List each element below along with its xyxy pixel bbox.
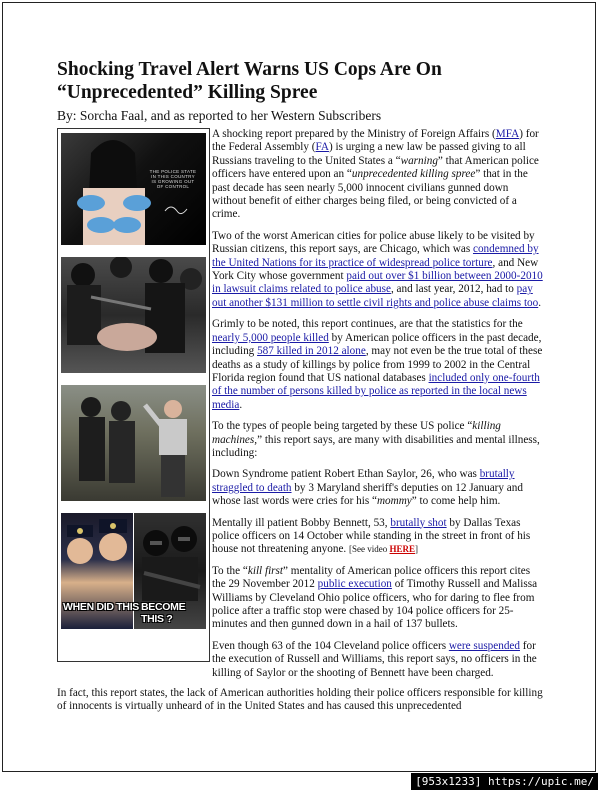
- text: ” this report says, are many with disabilities and mental illness, including:: [212, 433, 540, 459]
- text: ) for the Federal Assembly (: [212, 128, 539, 154]
- mfa-link[interactable]: MFA: [495, 128, 520, 140]
- article-body: [212, 128, 545, 688]
- public-execution-link[interactable]: public execution: [317, 578, 392, 591]
- riot-scene-graphic: [61, 257, 206, 373]
- were-suspended-link[interactable]: were suspended: [448, 639, 520, 652]
- photo-collage: [57, 128, 210, 662]
- text: Even though 63 of the 104 Cleveland police officers: [212, 639, 449, 652]
- emphasis: killing machines,: [212, 420, 501, 446]
- fa-link[interactable]: FA: [315, 141, 329, 154]
- paragraph-4: [212, 420, 545, 460]
- paragraph-9: In fact, this report states, the lack of American authorities holding their police officers responsible for killing of innocents is virtually unheard of in the United States and has caused this unprecedented: [57, 687, 543, 713]
- text: ” to come help him.: [411, 495, 501, 508]
- text: .: [239, 398, 243, 411]
- article-byline: By: Sorcha Faal, and as reported to her Western Subscribers: [57, 108, 382, 123]
- meme-caption-right: BECOME THIS ?: [141, 601, 186, 625]
- paragraph-5: [212, 468, 545, 508]
- video-note: [349, 544, 418, 554]
- text: To the “: [212, 564, 248, 577]
- when-did-this-meme-image: [61, 513, 206, 629]
- text: ” that in the past decade has seen nearly 5,000 innocent civilians gunned down without benefit of either charges being filed, or being convicted of a crime.: [212, 168, 528, 221]
- text: Grimly to be noted, this report continues, are that the statistics for the: [212, 318, 523, 331]
- paragraph-1: [212, 128, 545, 222]
- riot-police-image: [61, 257, 206, 373]
- video-here-link[interactable]: HERE: [389, 544, 416, 555]
- paragraph-8: [212, 640, 545, 680]
- poster-image: [61, 133, 206, 245]
- text: by American police officers in the past decade, including: [212, 331, 542, 358]
- text: [See video: [349, 544, 390, 555]
- un-torture-link[interactable]: condemned by the United Nations for its practice of widespread police torture: [212, 243, 539, 269]
- meme-caption-left: WHEN DID THIS: [63, 601, 140, 613]
- paragraph-7: [212, 565, 545, 632]
- one-fourth-link[interactable]: included only one-fourth of the number of persons killed by police as reported in the local news media: [212, 371, 540, 411]
- text: , and last year, 2012, had to: [390, 283, 517, 296]
- text: , may not even be the true total of these deaths as a study of killings by police from 1999 to 2002 in the Central Florida region found that US national databases: [212, 345, 543, 384]
- text: by 3 Maryland sheriff's deputies on 12 January and whose last words were cries for his “: [212, 481, 523, 508]
- poster-figure-graphic: [61, 133, 206, 245]
- text: ]: [415, 544, 419, 555]
- text: .: [538, 296, 542, 309]
- emphasis: unprecedented killing spree: [351, 168, 476, 181]
- paragraph-2: [212, 230, 545, 310]
- text: by Dallas Texas police officers on 14 October while standing in the street in front of his house not threatening anyone.: [212, 516, 531, 556]
- text: for the execution of Russell and Williams, this report says, no officers in the killing of Saylor or the shooting of Bennett have been charged.: [212, 639, 537, 679]
- watermark: [953x1233] https://upic.me/: [411, 773, 598, 790]
- arrest-scene-graphic: [61, 385, 206, 501]
- brutally-straggled-link[interactable]: brutally straggled to death: [212, 468, 515, 494]
- 5000-killed-link[interactable]: nearly 5,000 people killed: [212, 331, 329, 344]
- nyc-131-million-link[interactable]: pay out another $131 million to settle civil rights and police abuse claims too: [212, 283, 539, 309]
- paragraph-6: [212, 517, 545, 557]
- text: ) is urging a new law be passed giving to all Russians traveling to the United States a “: [212, 141, 526, 167]
- emphasis: warning: [400, 154, 438, 167]
- poster-caption: THE POLICE STATE IN THIS COUNTRY IS GROWING OUT OF CONTROL: [149, 169, 197, 189]
- article-title: Shocking Travel Alert Warns US Cops Are On “Unprecedented” Killing Spree: [57, 59, 442, 103]
- paragraph-3: [212, 318, 545, 412]
- text: of Timothy Russell and Malissa Williams by Cleveland Ohio police officers, who for daring to flee from police after a traffic stop were chased by 104 police officers for 25-minutes and then gunned down in a hail of 137 bullets.: [212, 578, 538, 631]
- text: To the types of people being targeted by these US police “: [212, 420, 473, 433]
- text: Mentally ill patient Bobby Bennett, 53,: [212, 516, 391, 529]
- emphasis: kill first: [247, 564, 283, 577]
- brutally-shot-link[interactable]: brutally shot: [390, 516, 447, 529]
- 587-killed-link[interactable]: 587 killed in 2012 alone: [257, 345, 366, 358]
- text: ” mentality of American police officers this report cites the 29 November 2012: [212, 564, 531, 591]
- text: ” that American police officers have entered upon an “: [212, 154, 539, 181]
- text: Two of the worst American cities for police abuse likely to be visited by Russian citizens, this report says, are Chicago, which was: [212, 229, 535, 256]
- text: , and New York City whose government: [212, 256, 539, 283]
- emphasis: mommy: [376, 495, 412, 508]
- nyc-billion-link[interactable]: paid out over $1 billion between 2000-2010 in lawsuit claims related to police abuse: [212, 270, 543, 296]
- text: A shocking report prepared by the Ministry of Foreign Affairs (: [212, 128, 496, 140]
- text: Down Syndrome patient Robert Ethan Saylor, 26, who was: [212, 468, 480, 481]
- police-arrest-image: [61, 385, 206, 501]
